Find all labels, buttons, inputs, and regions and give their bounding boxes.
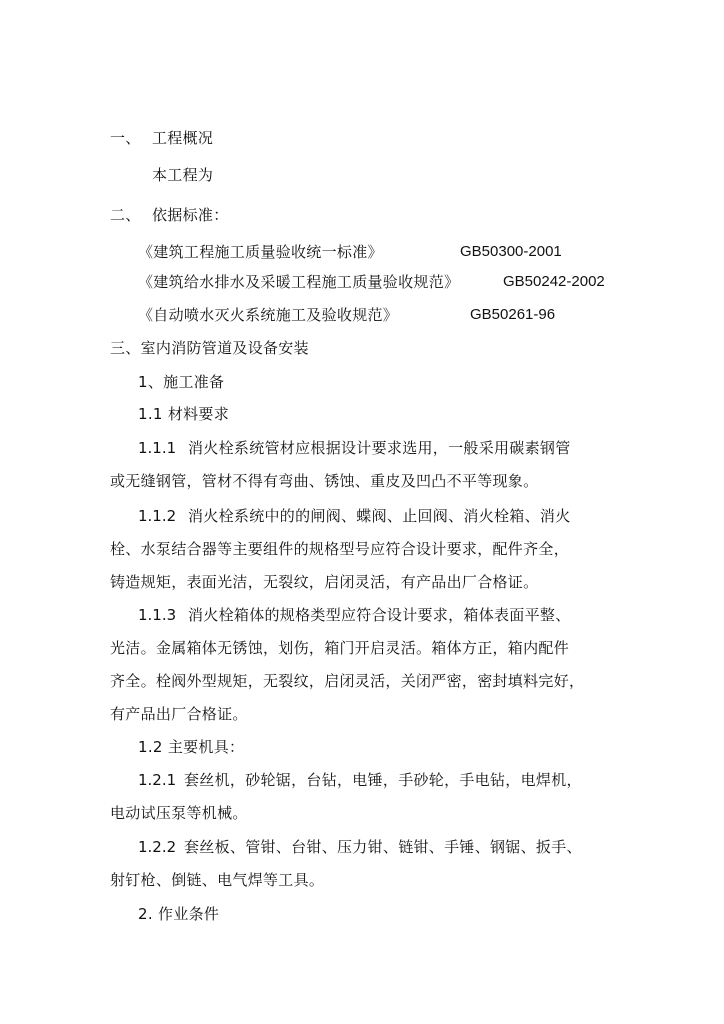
section1-number: 一、 (110, 129, 141, 147)
para-1-1-3-line4: 有产品出厂合格证。 (110, 705, 248, 723)
para-1-1-1-line2: 或无缝钢管，管材不得有弯曲、锈蚀、重皮及凹凸不平等现象。 (110, 472, 539, 490)
para-1-2-1-line2: 电动试压泵等机械。 (110, 804, 248, 822)
section1-title: 工程概况 (152, 129, 214, 147)
para-1-2-2-line1: 套丝板、管钳、台钳、压力钳、链钳、手锤、钢锯、扳手、 (184, 838, 582, 856)
subsection-1-heading: 1、施工准备 (138, 373, 225, 391)
subsection-1-2-heading: 1.2 主要机具： (138, 738, 245, 756)
para-1-1-1-line1: 消火栓系统管材应根据设计要求选用，一般采用碳素钢管 (188, 439, 571, 457)
section3-title: 三、室内消防管道及设备安装 (110, 339, 309, 357)
standard-2-name: 《建筑给水排水及采暖工程施工质量验收规范》 (138, 273, 460, 291)
section1-body: 本工程为 (152, 166, 214, 184)
section2-title: 依据标准： (152, 206, 229, 224)
subsection-2-heading: 2. 作业条件 (138, 905, 220, 923)
para-1-1-2-line1: 消火栓系统中的的闸阀、蝶阀、止回阀、消火栓箱、消火 (188, 507, 571, 525)
standard-2-code: GB50242-2002 (503, 273, 605, 290)
para-1-2-1-line1: 套丝机，砂轮锯，台钻，电锤，手砂轮，手电钻，电焊机， (184, 771, 582, 789)
section2-number: 二、 (110, 206, 141, 224)
para-1-1-2-line2: 栓、水泵结合器等主要组件的规格型号应符合设计要求，配件齐全， (110, 540, 570, 558)
para-1-1-3-line1: 消火栓箱体的规格类型应符合设计要求，箱体表面平整、 (188, 606, 571, 624)
para-1-1-2-line3: 铸造规矩，表面光洁，无裂纹，启闭灵活，有产品出厂合格证。 (110, 573, 539, 591)
para-1-2-2-label: 1.2.2 (138, 838, 177, 856)
para-1-1-3-line3: 齐全。栓阀外型规矩，无裂纹，启闭灵活，关闭严密，密封填料完好， (110, 672, 585, 690)
para-1-2-2-line2: 射钉枪、倒链、电气焊等工具。 (110, 871, 325, 889)
para-1-1-3-line2: 光洁。金属箱体无锈蚀，划伤，箱门开启灵活。箱体方正，箱内配件 (110, 639, 570, 657)
para-1-1-3-label: 1.1.3 (138, 606, 177, 624)
para-1-2-1-label: 1.2.1 (138, 771, 177, 789)
standard-1-name: 《建筑工程施工质量验收统一标准》 (138, 243, 383, 261)
para-1-1-2-label: 1.1.2 (138, 507, 177, 525)
standard-3-name: 《自动喷水灭火系统施工及验收规范》 (138, 306, 399, 324)
standard-3-code: GB50261-96 (470, 306, 556, 323)
para-1-1-1-label: 1.1.1 (138, 439, 177, 457)
standard-1-code: GB50300-2001 (460, 243, 562, 260)
subsection-1-1-heading: 1.1 材料要求 (138, 405, 230, 423)
